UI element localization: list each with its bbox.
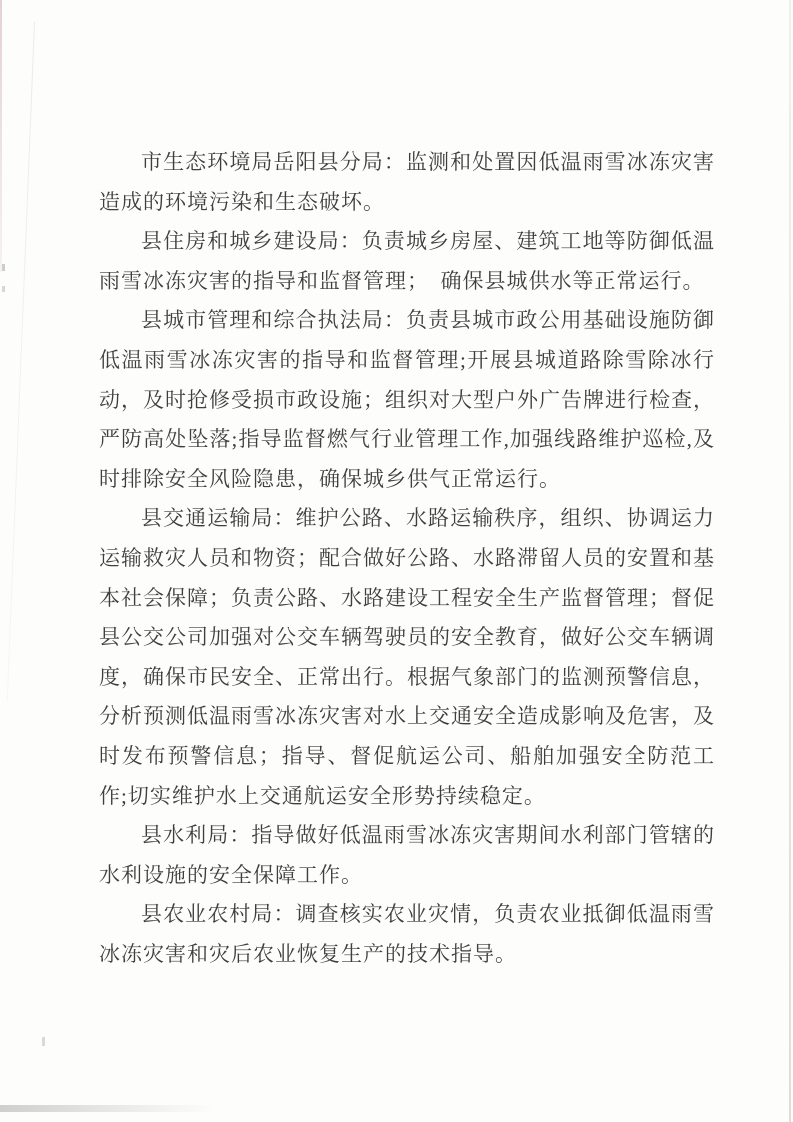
paragraph-transportation-bureau: 县交通运输局：维护公路、水路运输秩序，组织、协调运力运输救灾人员和物资；配合做好公路、水路滞留人员的安置和基本社会保障；负责公路、水路建设工程安全生产监督管理；督促县公交公司加强对公交车辆驾驶员的安全教育，做好公交车辆调度，确保市民安全、正常出行。根据气象部门的监测预警信息，分析预测低温雨雪冰冻灾害对水上交通安全造成影响及危害，及时发布预警信息；指导、督促航运公司、船舶加强安全防范工作;切实维护水上交通航运安全形势持续稳定。 [99, 506, 715, 808]
paragraph-agriculture-rural-bureau: 县农业农村局：调查核实农业灾情，负责农业抵御低温雨雪冰冻灾害和灾后农业恢复生产的技术指导。 [99, 902, 715, 966]
scan-crease-line [7, 22, 35, 701]
scan-speck [2, 264, 5, 271]
scan-speck [42, 1037, 45, 1046]
scan-speck [2, 286, 5, 292]
document-body [99, 143, 715, 974]
scan-right-edge-shadow [789, 0, 791, 1122]
paragraph-ecology-environment-bureau: 市生态环境局岳阳县分局：监测和处置因低温雨雪冰冻灾害造成的环境污染和生态破坏。 [99, 150, 715, 214]
paragraph-housing-construction-bureau: 县住房和城乡建设局：负责城乡房屋、建筑工地等防御低温雨雪冰冻灾害的指导和监督管理； 确保县城供水等正常运行。 [99, 229, 715, 293]
paragraph-water-resources-bureau: 县水利局：指导做好低温雨雪冰冻灾害期间水利部门管辖的水利设施的安全保障工作。 [99, 823, 715, 887]
scan-bottom-edge-shadow [0, 1105, 215, 1112]
scan-left-edge-shadow [0, 0, 2, 272]
paragraph-urban-management-bureau: 县城市管理和综合执法局：负责县城市政公用基础设施防御低温雨雪冰冻灾害的指导和监督管理;开展县城道路除雪除冰行动，及时抢修受损市政设施；组织对大型户外广告牌进行检查，严防高处坠落;指导监督燃气行业管理工作,加强线路维护巡检,及时排除安全风险隐患，确保城乡供气正常运行。 [99, 308, 715, 491]
